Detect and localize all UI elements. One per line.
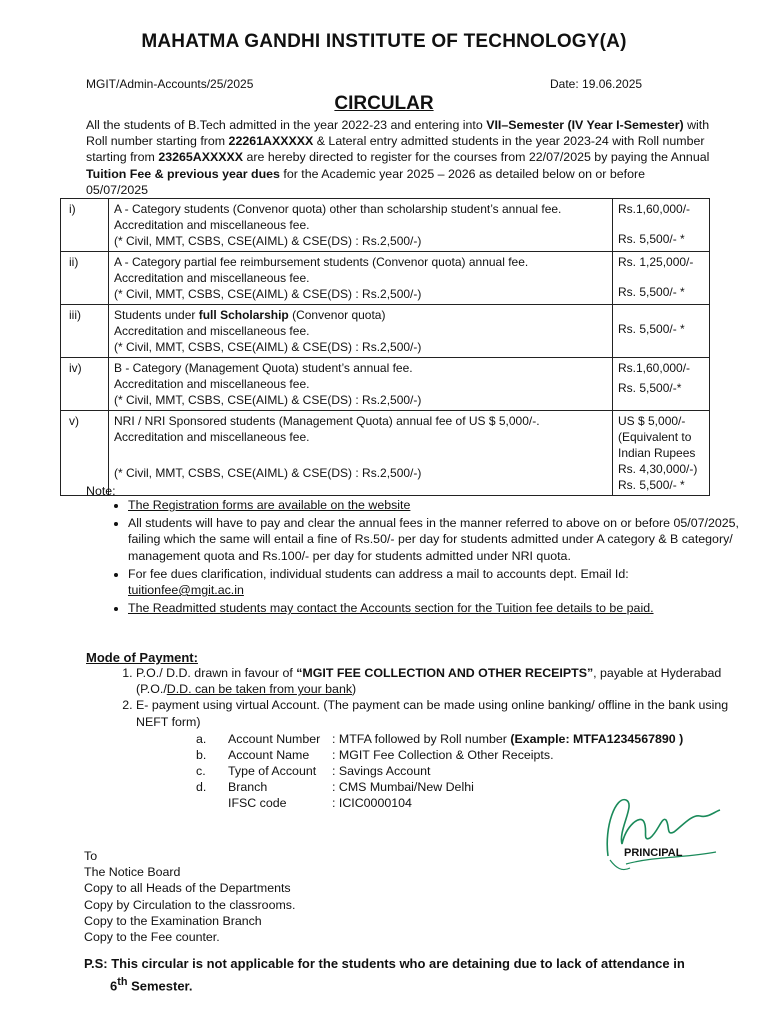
- fee-line: (Convenor quota): [288, 308, 386, 322]
- payment-text: ): [352, 682, 357, 697]
- postscript-line: [84, 973, 724, 995]
- payment-item: [136, 665, 732, 697]
- account-value: : ICIC0000104: [332, 796, 412, 810]
- fee-row: [61, 305, 710, 358]
- intro-text: & Lateral entry admitted students in the year 2023-24 with Roll number starting from: [86, 134, 705, 165]
- distribution-line: Copy to the Examination Branch: [84, 913, 262, 928]
- payee-name: “MGIT FEE COLLECTION AND OTHER RECEIPTS”: [296, 666, 594, 680]
- note-label: Note:: [86, 484, 116, 498]
- payment-mode-label: Mode of Payment:: [86, 650, 198, 665]
- fee-amount-main: Rs. 1,25,000/-: [618, 255, 694, 269]
- distribution-line: The Notice Board: [84, 865, 181, 880]
- circular-heading: CIRCULAR: [334, 93, 434, 114]
- fee-amount-misc: Rs. 5,500/- *: [618, 478, 685, 492]
- readmitted-note: The Readmitted students may contact the Accounts section for the Tuition fee details to be paid.: [128, 601, 654, 616]
- email-link[interactable]: tuitionfee@mgit.ac.in: [128, 583, 244, 598]
- registration-forms-note: The Registration forms are available on the website: [128, 498, 411, 512]
- account-value: : Savings Account: [332, 764, 431, 778]
- fee-amount: [613, 199, 710, 252]
- semester-text: Semester.: [127, 978, 193, 994]
- account-key: a.: [196, 732, 207, 746]
- distribution-line: Copy to all Heads of the Departments: [84, 881, 291, 896]
- reference-number: MGIT/Admin-Accounts/25/2025: [86, 77, 254, 91]
- fee-amount-main: Rs.1,60,000/-: [618, 202, 691, 216]
- account-key: b.: [196, 748, 207, 762]
- fee-amount-misc: Rs. 5,500/- *: [618, 232, 685, 246]
- fee-serial: iii): [61, 305, 109, 358]
- to-label: To: [84, 849, 98, 863]
- intro-paragraph: [86, 117, 710, 198]
- fee-line: (* Civil, MMT, CSBS, CSE(AIML) & CSE(DS) : Rs.2,500/-): [114, 287, 422, 301]
- fee-row: [61, 199, 710, 252]
- fee-amount: [613, 252, 710, 305]
- institute-name: MAHATMA GANDHI INSTITUTE OF TECHNOLOGY(A): [141, 31, 627, 52]
- fee-amount-note: Rs. 4,30,000/-): [618, 462, 698, 476]
- fee-line: (* Civil, MMT, CSBS, CSE(AIML) & CSE(DS) : Rs.2,500/-): [114, 466, 422, 480]
- fee-table: [60, 198, 710, 496]
- intro-semester: VII–Semester (IV Year I-Semester): [486, 118, 684, 132]
- fee-line: Students under: [114, 308, 199, 322]
- account-value: : MGIT Fee Collection & Other Receipts.: [332, 748, 554, 762]
- fee-amount: [613, 358, 710, 411]
- payment-text: D.D. can be taken from your bank: [166, 682, 353, 697]
- fee-line: B - Category (Management Quota) student’s annual fee.: [114, 361, 413, 375]
- fee-line: Accreditation and miscellaneous fee.: [114, 430, 310, 444]
- fee-serial: iv): [61, 358, 109, 411]
- fee-line-bold: full Scholarship: [198, 308, 289, 322]
- fee-amount: [613, 411, 710, 496]
- account-key: [196, 795, 228, 811]
- intro-roll-regular: 22261AXXXXX: [228, 134, 314, 149]
- intro-text: with Roll number starting from: [86, 118, 710, 149]
- account-label: Type of Account: [228, 764, 317, 778]
- fine-note: All students will have to pay and clear the annual fees in the manner referred to above on or before 05/07/2025, failing which the same will entail a fine of Rs.50/- per day for students admitted under A category & B category/ management quota and Rs.100/- per day for students admitted under NRI quota.: [128, 516, 739, 563]
- fee-description: [109, 411, 613, 496]
- fee-amount-main: Rs.1,60,000/-: [618, 361, 691, 375]
- fee-line: A - Category students (Convenor quota) other than scholarship student’s annual fee.: [114, 202, 562, 216]
- account-value-text: : MTFA followed by Roll number: [332, 732, 511, 746]
- account-row: [196, 763, 683, 779]
- payment-text: , payable at Hyderabad (P.O./: [136, 666, 722, 697]
- postscript: [84, 955, 724, 995]
- fee-line: Accreditation and miscellaneous fee.: [114, 271, 310, 285]
- fee-description: [109, 358, 613, 411]
- account-key: c.: [196, 764, 206, 778]
- account-row: [196, 747, 683, 763]
- note-item: [128, 566, 740, 598]
- distribution-line: Copy by Circulation to the classrooms.: [84, 897, 296, 912]
- fee-line: Accreditation and miscellaneous fee.: [114, 218, 310, 232]
- note-item: [128, 515, 740, 564]
- fee-row: [61, 252, 710, 305]
- fee-amount-main: US $ 5,000/-: [618, 414, 686, 428]
- payment-text: P.O./ D.D. drawn in favour of: [136, 666, 297, 680]
- account-label: Branch: [228, 780, 268, 794]
- semester-number: 6: [110, 978, 118, 994]
- fee-serial: i): [61, 199, 109, 252]
- fee-amount-misc: Rs. 5,500/- *: [618, 285, 685, 299]
- fee-line: A - Category partial fee reimbursement students (Convenor quota) annual fee.: [114, 255, 529, 269]
- fee-serial: ii): [61, 252, 109, 305]
- postscript-line: P.S: This circular is not applicable for the students who are detaining due to lack of attendance in: [84, 956, 685, 971]
- fee-row: [61, 411, 710, 496]
- account-row: [196, 731, 683, 747]
- intro-text: All the students of B.Tech admitted in the year 2022-23 and entering into: [86, 118, 487, 132]
- account-label: Account Number: [228, 732, 321, 746]
- distribution-line: Copy to the Fee counter.: [84, 930, 220, 945]
- fee-description: [109, 199, 613, 252]
- fee-amount-misc: Rs. 5,500/-*: [618, 381, 682, 395]
- payment-item: [136, 697, 732, 729]
- account-label: Account Name: [228, 748, 310, 762]
- account-value: [332, 731, 683, 747]
- fee-amount-note: (Equivalent to: [618, 430, 692, 444]
- fee-line: Accreditation and miscellaneous fee.: [114, 377, 310, 391]
- distribution-list: [84, 848, 295, 945]
- intro-text: for the Academic year 2025 – 2026 as detailed below on or before 05/07/2025: [86, 166, 646, 197]
- note-item: [128, 600, 740, 616]
- note-item: [128, 497, 740, 513]
- fee-serial: v): [61, 411, 109, 496]
- account-key: d.: [196, 780, 207, 794]
- fee-description: [109, 305, 613, 358]
- fee-line: (* Civil, MMT, CSBS, CSE(AIML) & CSE(DS) : Rs.2,500/-): [114, 234, 422, 248]
- fee-amount-misc: Rs. 5,500/- *: [618, 322, 685, 336]
- fee-line: (* Civil, MMT, CSBS, CSE(AIML) & CSE(DS) : Rs.2,500/-): [114, 393, 422, 407]
- fee-description: [109, 252, 613, 305]
- account-label: IFSC code: [228, 796, 287, 810]
- intro-roll-lateral: 23265AXXXXX: [158, 150, 244, 165]
- fee-line: Accreditation and miscellaneous fee.: [114, 324, 310, 338]
- intro-text: are hereby directed to register for the courses from 22/07/2025 by paying the Annual: [243, 150, 710, 165]
- fee-line: (* Civil, MMT, CSBS, CSE(AIML) & CSE(DS) : Rs.2,500/-): [114, 340, 422, 354]
- ordinal-suffix: th: [117, 976, 128, 988]
- account-value: : CMS Mumbai/New Delhi: [332, 780, 474, 794]
- principal-title: PRINCIPAL: [624, 847, 683, 859]
- notes-list: [104, 497, 740, 618]
- payment-list: [114, 665, 732, 730]
- fee-amount: [613, 305, 710, 358]
- payment-text: E- payment using virtual Account. (The payment can be made using online banking/ offline in the bank using NEFT form): [136, 698, 729, 729]
- fee-amount-note: Indian Rupees: [618, 446, 696, 460]
- fee-row: [61, 358, 710, 411]
- intro-fee-type: Tuition Fee & previous year dues: [86, 166, 280, 181]
- principal-signature: [596, 786, 726, 876]
- account-example: (Example: MTFA1234567890 ): [510, 732, 684, 746]
- clarification-note: For fee dues clarification, individual students can address a mail to accounts dept. Email Id:: [128, 566, 629, 581]
- circular-date: Date: 19.06.2025: [550, 77, 643, 91]
- fee-line: NRI / NRI Sponsored students (Management Quota) annual fee of US $ 5,000/-.: [114, 414, 540, 428]
